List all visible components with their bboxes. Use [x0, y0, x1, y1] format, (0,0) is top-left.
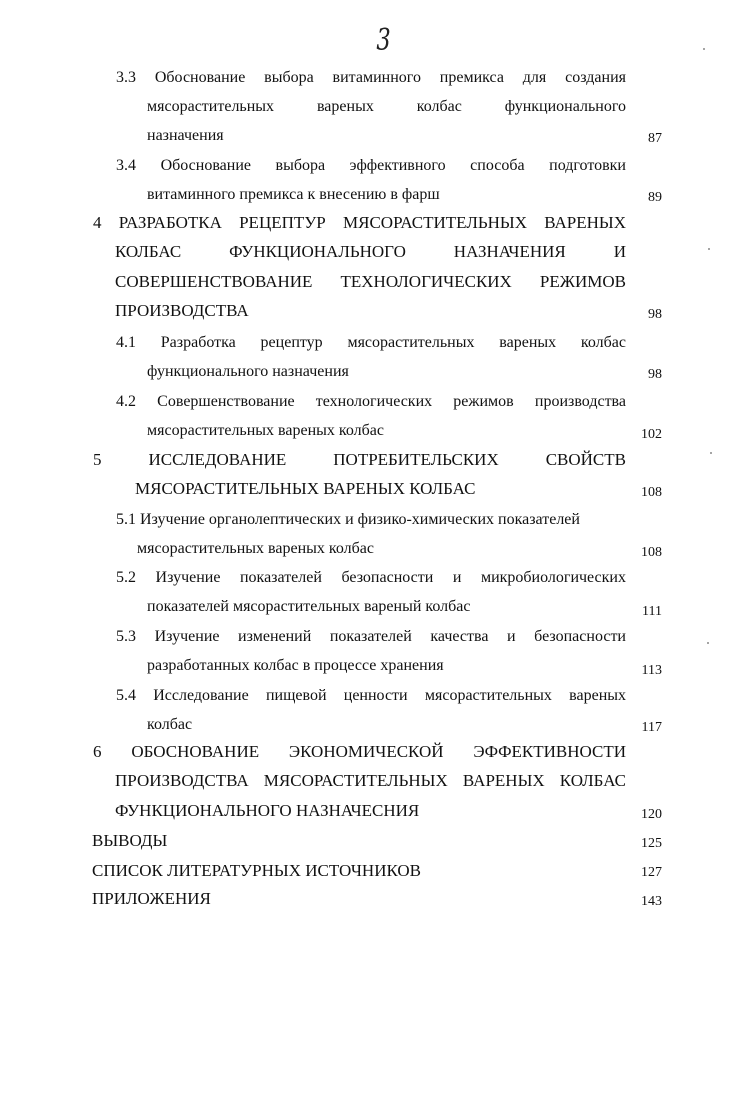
scan-speck [710, 452, 712, 454]
scan-speck [707, 642, 709, 644]
toc-entry-5-4-line2: колбас [147, 716, 193, 733]
toc-entry-4-2-page: 102 [641, 427, 662, 442]
toc-entry-3-3-line3: назначения [147, 127, 224, 144]
toc-references-page: 127 [641, 865, 662, 880]
toc-entry-4-2-line2: мясорастительных вареных колбас [147, 422, 384, 439]
toc-appendices-label: ПРИЛОЖЕНИЯ [92, 889, 211, 908]
toc-entry-3-3-line2: мясорастительных вареных колбас функционального [147, 98, 626, 115]
toc-chapter-4-line1: 4 РАЗРАБОТКА РЕЦЕПТУР МЯСОРАСТИТЕЛЬНЫХ ВАРЕНЫХ [93, 213, 626, 232]
toc-chapter-6-line2: ПРОИЗВОДСТВА МЯСОРАСТИТЕЛЬНЫХ ВАРЕНЫХ КОЛБАС [115, 771, 626, 790]
toc-conclusions-page: 125 [641, 836, 662, 851]
toc-entry-5-3-line1: 5.3 Изучение изменений показателей качества и безопасности [116, 628, 626, 645]
toc-entry-5-2-line1: 5.2 Изучение показателей безопасности и микробиологических [116, 569, 626, 586]
toc-chapter-4-line2: КОЛБАС ФУНКЦИОНАЛЬНОГО НАЗНАЧЕНИЯ И [115, 242, 626, 261]
toc-entry-5-4-page: 117 [641, 720, 662, 735]
toc-appendices-page: 143 [641, 894, 662, 909]
toc-entry-4-1-page: 98 [648, 367, 662, 382]
scan-speck [703, 48, 705, 50]
scan-speck [708, 248, 710, 250]
toc-chapter-6-page: 120 [641, 807, 662, 822]
toc-entry-3-4-page: 89 [648, 190, 662, 205]
toc-entry-5-3-page: 113 [641, 663, 662, 678]
toc-entry-5-1-page: 108 [641, 545, 662, 560]
toc-entry-5-2-line2: показателей мясорастительных вареный колбас [147, 598, 471, 615]
toc-chapter-4-page: 98 [648, 307, 662, 322]
toc-entry-5-2-page: 111 [642, 604, 662, 619]
toc-chapter-4-line4: ПРОИЗВОДСТВА [115, 301, 249, 320]
toc-entry-3-4-line2: витаминного премикса к внесению в фарш [147, 186, 440, 203]
toc-chapter-5-page: 108 [641, 485, 662, 500]
toc-entry-4-2-line1: 4.2 Совершенствование технологических режимов производства [116, 393, 626, 410]
toc-entry-3-3-page: 87 [648, 131, 662, 146]
toc-chapter-4-line3: СОВЕРШЕНСТВОВАНИЕ ТЕХНОЛОГИЧЕСКИХ РЕЖИМОВ [115, 272, 626, 291]
toc-references-label: СПИСОК ЛИТЕРАТУРНЫХ ИСТОЧНИКОВ [92, 861, 422, 880]
toc-conclusions-label: ВЫВОДЫ [92, 831, 168, 850]
toc-entry-5-1-line1: 5.1 Изучение органолептических и физико-химических показателей [116, 511, 580, 528]
toc-chapter-5-line1: 5 ИССЛЕДОВАНИЕ ПОТРЕБИТЕЛЬСКИХ СВОЙСТВ [93, 450, 626, 469]
toc-entry-3-3-line1: 3.3 Обоснование выбора витаминного премикса для создания [116, 69, 626, 86]
toc-entry-4-1-line2: функционального назначения [147, 363, 349, 380]
toc-chapter-6-line3: ФУНКЦИОНАЛЬНОГО НАЗНАЧЕСНИЯ [115, 801, 420, 820]
toc-entry-3-4-line1: 3.4 Обоснование выбора эффективного способа подготовки [116, 157, 626, 174]
toc-entry-5-4-line1: 5.4 Исследование пищевой ценности мясорастительных вареных [116, 687, 626, 704]
toc-entry-5-1-line2: мясорастительных вареных колбас [137, 540, 374, 557]
toc-entry-5-3-line2: разработанных колбас в процессе хранения [147, 657, 444, 674]
toc-chapter-5-line2: МЯСОРАСТИТЕЛЬНЫХ ВАРЕНЫХ КОЛБАС [135, 479, 476, 498]
toc-chapter-6-line1: 6 ОБОСНОВАНИЕ ЭКОНОМИЧЕСКОЙ ЭФФЕКТИВНОСТИ [93, 742, 626, 761]
handwritten-page-number: 3 [376, 23, 391, 58]
toc-entry-4-1-line1: 4.1 Разработка рецептур мясорастительных вареных колбас [116, 334, 626, 351]
